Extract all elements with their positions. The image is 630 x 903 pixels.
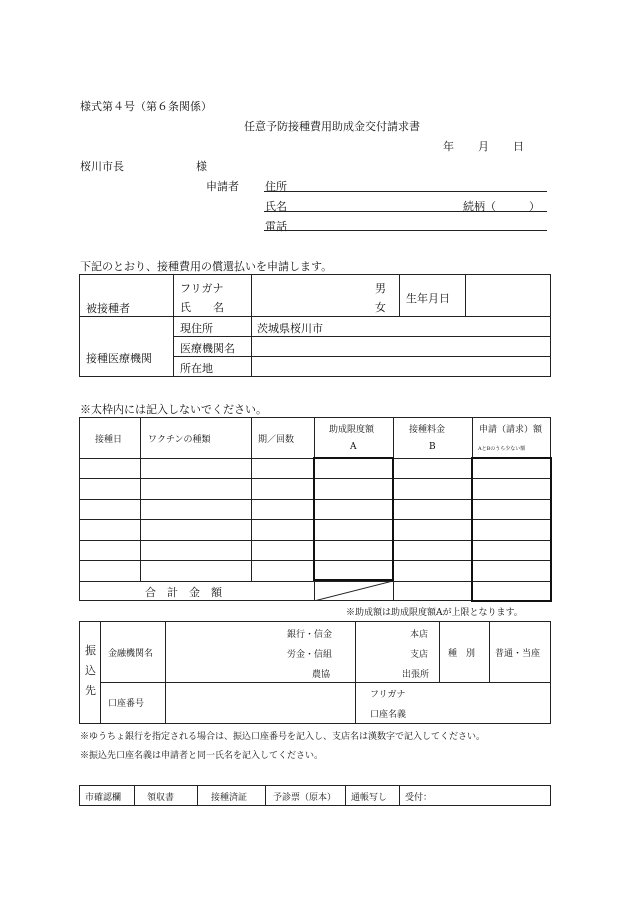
thick-frame-note: ※太枠内には記入しないでください。 [80,403,267,416]
applicant-name-label: 氏名 [265,200,287,213]
office-vaccination-cert-label: 接種済証 [211,793,248,803]
applicant-label: 申請者 [206,180,239,193]
recipient-label: 被接種者 [86,302,130,315]
institution-location-label: 所在地 [180,362,213,375]
bank-type-agri[interactable]: 農協 [312,670,331,680]
applicant-phone-line[interactable] [264,230,547,231]
total-subsidy-diagonal [314,581,393,601]
office-reception-label: 受付： [405,793,433,803]
holder-name-label: 口座名義 [370,710,407,720]
addressee-honorific: 様 [196,160,207,173]
date-day-label: 日 [513,140,524,153]
col-subsidy-limit-sub: A [350,442,357,452]
application-statement: 下記のとおり、接種費用の償還払いを申請します。 [80,260,333,273]
account-number-label: 口座番号 [108,699,145,709]
bank-section-label-3: 先 [85,684,96,697]
col-vaccine-header: ワクチンの種類 [148,435,211,445]
col-subsidy-limit-header: 助成限度額 [329,425,375,435]
form-title: 任意予防接種費用助成金交付請求書 [244,120,420,133]
note-yucho: ※ゆうちょ銀行を指定される場合は、振込口座番号を記入し、支店名は漢数字で記入してください。 [80,732,486,742]
branch-type-head[interactable]: 本店 [410,630,429,640]
date-year-label: 年 [443,140,454,153]
institution-name-label: 医療機関名 [180,342,235,355]
applicant-address-line[interactable] [264,191,547,192]
col-period-header: 期／回数 [258,435,295,445]
total-amount-label: 合 計 金 額 [145,586,222,599]
col-fee-header: 接種料金 [409,425,446,435]
bank-type-bank[interactable]: 銀行・信金 [287,630,333,640]
col-claim-header: 申請（請求）額 [479,425,543,435]
applicant-address-label: 住所 [265,180,287,193]
applicant-relation-label: 続柄（ ） [463,200,540,213]
date-month-label: 月 [478,140,489,153]
claim-amount-thick-frame [471,457,552,602]
sex-female-option[interactable]: 女 [375,301,386,314]
bank-section-label-2: 込 [85,664,96,677]
col-claim-sub: AとBのうち少ない額 [478,446,526,452]
col-date-header: 接種日 [95,435,123,445]
subsidy-limit-thick-frame [313,457,394,581]
sex-male-option[interactable]: 男 [375,282,386,295]
institution-label: 接種医療機関 [86,352,152,365]
addressee: 桜川市長 [80,160,124,173]
bank-section-label-1: 振 [85,644,96,657]
current-address-value: 茨城県桜川市 [257,322,323,335]
note-account-holder: ※振込先口座名義は申請者と同一氏名を記入してください。 [80,751,324,761]
applicant-name-line[interactable] [264,211,547,212]
branch-type-branch[interactable]: 支店 [410,650,429,660]
branch-type-office[interactable]: 出張所 [402,670,430,680]
office-check-label: 市確認欄 [85,793,122,803]
office-passbook-label: 通帳写し [351,793,388,803]
subsidy-footnote: ※助成額は助成限度額Aが上限となります。 [346,608,523,618]
bank-type-labor[interactable]: 労金・信組 [287,650,333,660]
bank-name-label: 金融機関名 [108,649,154,659]
col-fee-sub: B [429,442,436,452]
account-kind-value[interactable]: 普通・当座 [495,649,541,659]
holder-furigana-label: フリガナ [370,690,406,700]
office-receipt-label: 領収書 [147,793,175,803]
office-screening-label: 予診票（原本） [273,793,337,803]
recipient-name-label: 氏 名 [180,301,224,314]
birthdate-label: 生年月日 [406,292,450,305]
account-kind-label: 種 別 [448,649,476,659]
current-address-label: 現住所 [180,322,213,335]
furigana-label: フリガナ [180,282,224,295]
form-number: 様式第４号（第６条関係） [80,100,212,113]
applicant-phone-label: 電話 [265,220,287,233]
